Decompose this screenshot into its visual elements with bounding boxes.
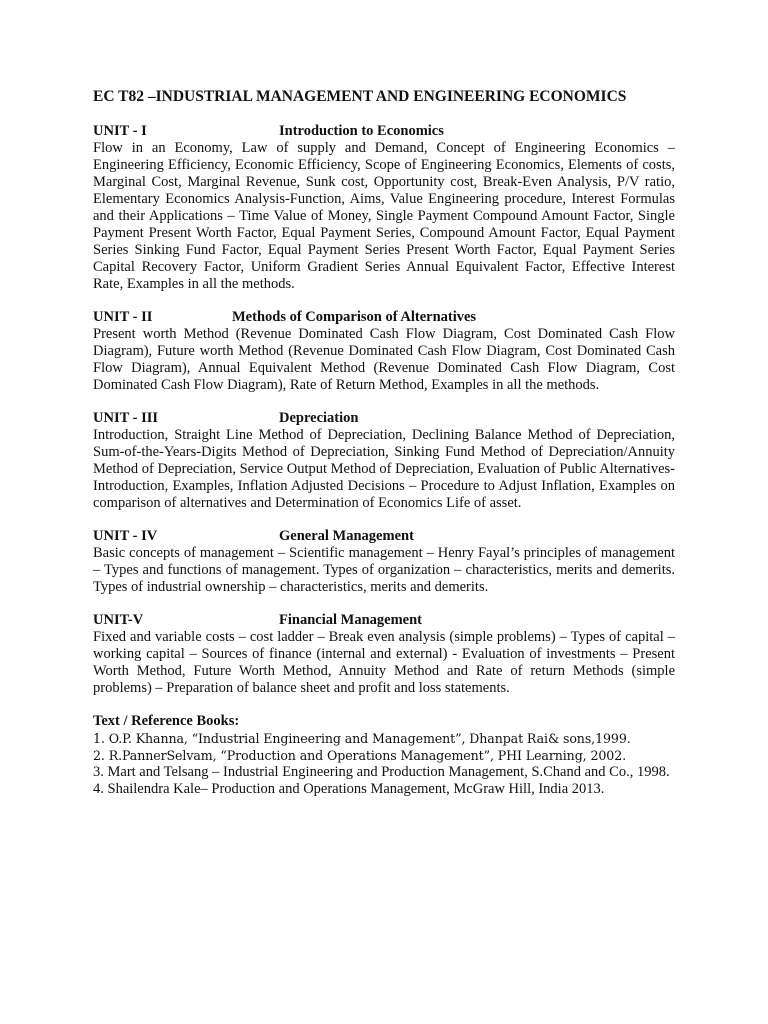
unit-number: UNIT - II [93, 309, 153, 325]
unit-heading [93, 410, 675, 427]
unit-1-section [93, 123, 675, 293]
unit-heading [93, 309, 675, 326]
unit-2-section [93, 309, 675, 394]
unit-title: Depreciation [279, 410, 359, 426]
unit-4-section [93, 528, 675, 596]
unit-3-section [93, 410, 675, 512]
reference-books-heading: Text / Reference Books: [93, 713, 240, 729]
unit-5-section [93, 612, 675, 697]
unit-description: Flow in an Economy, Law of supply and Demand, Concept of Engineering Economics – Engineering Efficiency, Economic Efficiency, Scope of Engineering Economics, Elements of costs, Marginal Cost, Marginal Revenue, Sunk cost, Opportunity cost, Break-Even Analysis, P/V ratio, Elementary Economics Analysis-Function, Aims, Value Engineering procedure, Interest Formulas and their Applications – Time Value of Money, Single Payment Compound Amount Factor, Single Payment Present Worth Factor, Equal Payment Series, Compound Amount Factor, Equal Payment Series Sinking Fund Factor, Equal Payment Series Present Worth Factor, Equal Payment Series Capital Recovery Factor, Uniform Gradient Series Annual Equivalent Factor, Effective Interest Rate, Examples in all the methods. [93, 140, 675, 292]
unit-title: General Management [279, 528, 414, 544]
unit-number: UNIT-V [93, 612, 144, 628]
syllabus-page [93, 88, 675, 798]
unit-description: Basic concepts of management – Scientific management – Henry Fayal’s principles of management – Types and functions of management. Types of organization – characteristics, merits and demerits. Types of industrial ownership – characteristics, merits and demerits. [93, 545, 675, 595]
reference-item: 2. R.PannerSelvam, “Production and Operations Management”, PHI Learning, 2002. [93, 748, 627, 763]
unit-number: UNIT - III [93, 410, 159, 426]
document-title: EC T82 –INDUSTRIAL MANAGEMENT AND ENGINEERING ECONOMICS [93, 88, 627, 105]
unit-title: Introduction to Economics [279, 123, 444, 139]
unit-heading [93, 528, 675, 545]
unit-description: Fixed and variable costs – cost ladder – Break even analysis (simple problems) – Types of capital – working capital – Sources of finance (internal and external) - Evaluation of investments – Present Worth Method, Future Worth Method, Annuity Method and Rate of return Methods (simple problems) – Preparation of balance sheet and profit and loss statements. [93, 629, 675, 696]
unit-number: UNIT - I [93, 123, 147, 139]
unit-description: Introduction, Straight Line Method of Depreciation, Declining Balance Method of Depreciation, Sum-of-the-Years-Digits Method of Depreciation, Sinking Fund Method of Depreciation/Annuity Method of Depreciation, Service Output Method of Depreciation, Evaluation of Public Alternatives- Introduction, Examples, Inflation Adjusted Decisions – Procedure to Adjust Inflation, Examples on comparison of alternatives and Determination of Economics Life of asset. [93, 427, 675, 511]
unit-heading [93, 123, 675, 140]
reference-item: 3. Mart and Telsang – Industrial Engineering and Production Management, S.Chand and Co., 1998. [93, 764, 670, 780]
reference-books-section [93, 713, 675, 798]
unit-heading [93, 612, 675, 629]
unit-title: Methods of Comparison of Alternatives [232, 309, 477, 325]
reference-item: 1. O.P. Khanna, “Industrial Engineering and Management”, Dhanpat Rai& sons,1999. [93, 731, 631, 746]
unit-description: Present worth Method (Revenue Dominated Cash Flow Diagram, Cost Dominated Cash Flow Diagram), Future worth Method (Revenue Dominated Cash Flow Diagram, Cost Dominated Cash Flow Diagram), Annual Equivalent Method (Revenue Dominated Cash Flow Diagram, Cost Dominated Cash Flow Diagram), Rate of Return Method, Examples in all the methods. [93, 326, 675, 393]
unit-number: UNIT - IV [93, 528, 158, 544]
reference-item: 4. Shailendra Kale– Production and Operations Management, McGraw Hill, India 2013. [93, 781, 605, 797]
unit-title: Financial Management [279, 612, 422, 628]
